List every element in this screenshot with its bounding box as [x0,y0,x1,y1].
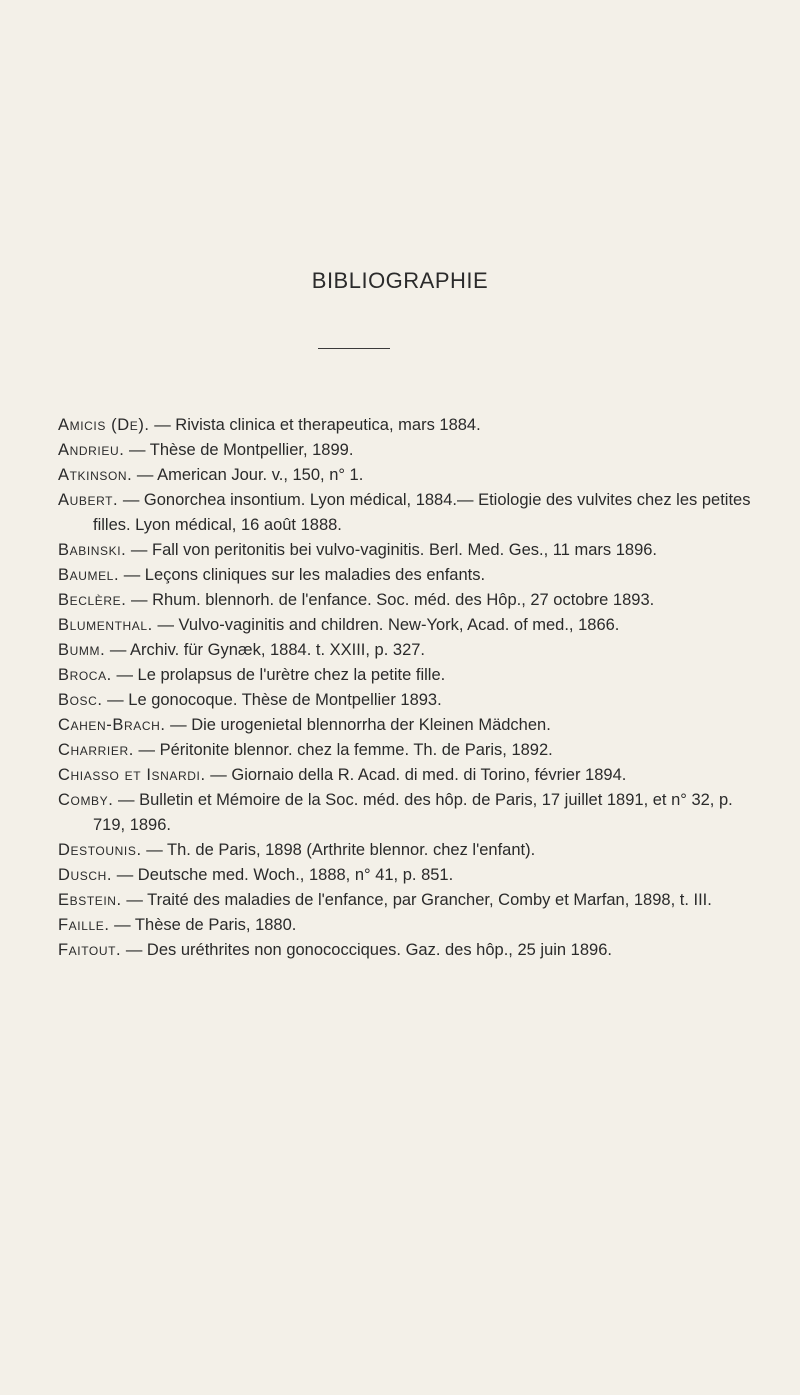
entry-text: — Archiv. für Gynæk, 1884. t. XXIII, p. 327. [105,641,426,659]
bibliography-entry [58,538,758,563]
entry-text: — Deutsche med. Woch., 1888, n° 41, p. 851. [112,866,454,884]
entry-author: Beclère. [58,591,127,609]
bibliography-list [58,413,758,963]
bibliography-entry [58,563,758,588]
bibliography-entry [58,488,758,538]
entry-author: Blumenthal. [58,616,153,634]
entry-text: — Thèse de Montpellier, 1899. [124,441,354,459]
entry-author: Bumm. [58,641,106,659]
page-title: BIBLIOGRAPHIE [311,268,489,293]
bibliography-entry [58,413,758,438]
title-divider [318,348,390,349]
entry-author: Bosc. [58,691,103,709]
entry-author: Ebstein. [58,891,122,909]
entry-author: Faitout. [58,941,122,959]
entry-text: — Die urogenietal blennorrha der Kleinen Mädchen. [165,716,551,734]
bibliography-entry [58,438,758,463]
entry-author: Andrieu. [58,441,125,459]
entry-author: Charrier. [58,741,134,759]
entry-author: Comby. [58,791,114,809]
entry-text: — Rivista clinica et therapeutica, mars 1884. [149,416,481,434]
entry-text: — Des uréthrites non gonococciques. Gaz. des hôp., 25 juin 1896. [121,941,612,959]
bibliography-entry [58,838,758,863]
entry-author: Faille. [58,916,110,934]
entry-author: Chiasso et Isnardi. [58,766,206,784]
entry-text: — Le prolapsus de l'urètre chez la petite fille. [111,666,446,684]
entry-author: Aubert. [58,491,119,509]
entry-text: — Rhum. blennorh. de l'enfance. Soc. méd. des Hôp., 27 octobre 1893. [126,591,655,609]
entry-text: — Le gonocoque. Thèse de Montpellier 1893. [102,691,442,709]
entry-author: Amicis (De). [58,416,150,434]
entry-author: Atkinson. [58,466,133,484]
entry-text: — Bulletin et Mémoire de la Soc. méd. des hôp. de Paris, 17 juillet 1891, et n° 32, p. 719, 1896. [93,791,733,834]
entry-text: — Thèse de Paris, 1880. [109,916,297,934]
bibliography-entry [58,663,758,688]
entry-author: Baumel. [58,566,120,584]
entry-author: Dusch. [58,866,113,884]
bibliography-entry [58,738,758,763]
bibliography-entry [58,763,758,788]
entry-text: — Péritonite blennor. chez la femme. Th. de Paris, 1892. [133,741,553,759]
bibliography-entry [58,913,758,938]
entry-text: — Fall von peritonitis bei vulvo-vaginitis. Berl. Med. Ges., 11 mars 1896. [126,541,658,559]
bibliography-entry [58,863,758,888]
entry-text: — Leçons cliniques sur les maladies des enfants. [119,566,486,584]
entry-author: Babinski. [58,541,127,559]
entry-author: Destounis. [58,841,142,859]
entry-text: — Giornaio della R. Acad. di med. di Torino, février 1894. [205,766,627,784]
entry-text: — American Jour. v., 150, n° 1. [132,466,364,484]
bibliography-entry [58,638,758,663]
entry-author: Broca. [58,666,112,684]
entry-author: Cahen-Brach. [58,716,166,734]
bibliography-entry [58,688,758,713]
bibliography-entry [58,788,758,838]
entry-text: — Vulvo-vaginitis and children. New-York, Acad. of med., 1866. [152,616,620,634]
bibliography-entry [58,588,758,613]
bibliography-entry [58,463,758,488]
bibliography-entry [58,938,758,963]
bibliography-entry [58,713,758,738]
bibliography-entry [58,888,758,913]
entry-text: — Th. de Paris, 1898 (Arthrite blennor. chez l'enfant). [141,841,536,859]
entry-text: — Traité des maladies de l'enfance, par Grancher, Comby et Marfan, 1898, t. III. [121,891,712,909]
entry-text: — Gonorchea insontium. Lyon médical, 1884.— Etiologie des vulvites chez les petites filles. Lyon médical, 16 août 1888. [93,491,751,534]
bibliography-entry [58,613,758,638]
